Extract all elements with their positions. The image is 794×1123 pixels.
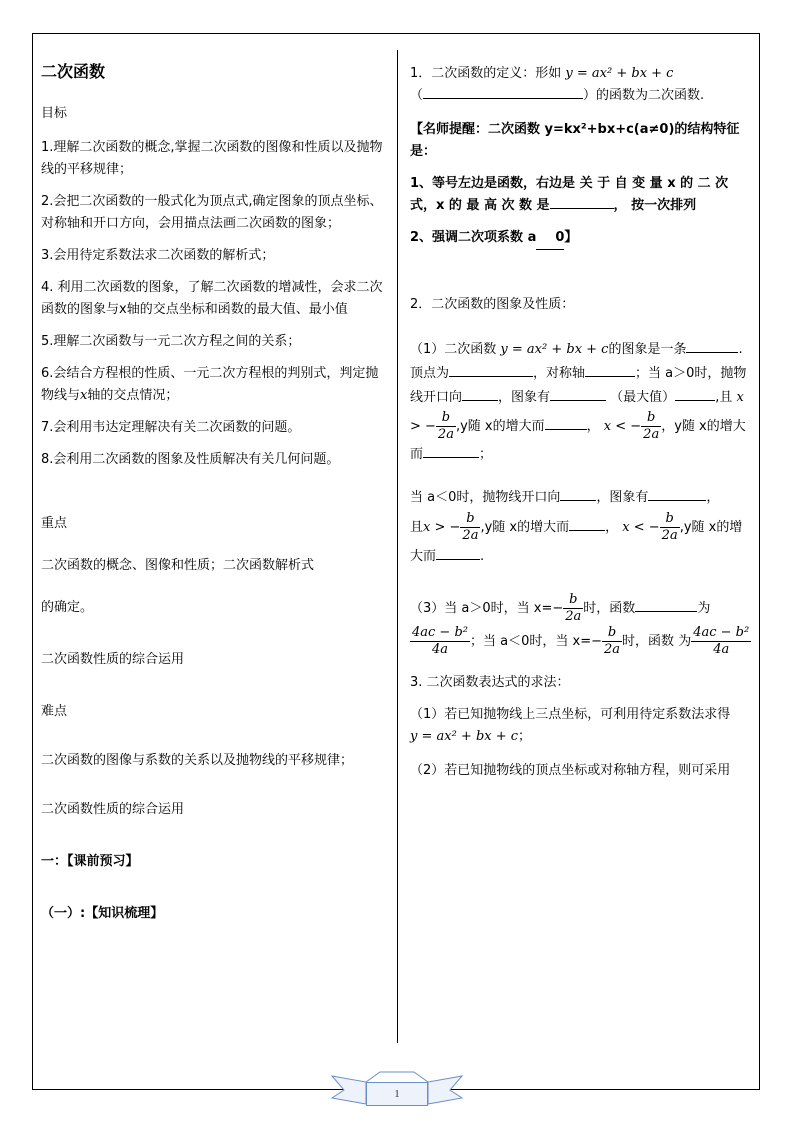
definition: 1．二次函数的定义：形如 y = ax² + bx + c （ ）的函数为二次函数. [410,66,705,103]
goal-2: 2.会把二次函数的一般式化为顶点式,确定图象的顶点坐标、对称轴和开口方向，会用描点法画二次函数的图象； [41,194,383,231]
teacher-tip: 【名师提醒：二次函数 y=kx²+bx+c(a≠0)的结构特征是： [410,122,740,159]
goal-5: 5.理解二次函数与一元二次方程之间的关系； [41,334,301,349]
key-line-1: 二次函数的概念、图像和性质；二次函数解析式 [41,558,315,573]
property-3: （3）当 a＞0时，当 x=− $\frac{b}{2a}$ 时，函数 为 $\frac{\text{4ac − b²}}{4a}$ ；当 a＜0时，当 x=− $\frac{b}{2a}$ 时，函数 为 $\frac{\text{4ac − b²}}{4a}$ [410,592,750,657]
page-number: 1 [366,1082,428,1106]
difficulty-heading: 难点 [41,704,68,719]
key-heading: 重点 [41,516,68,531]
column-divider [397,50,398,1043]
goal-4: 4. 利用二次函数的图象，了解二次函数的增减性，会求二次函数的图象与x轴的交点坐标和函数的最大值、最小值 [41,280,383,317]
key-line-2: 的确定。 [41,600,94,615]
right-column [410,55,755,782]
goal-3: 3.会用待定系数法求二次函数的解析式； [41,248,275,263]
method-1: （1）若已知抛物线上三点坐标，可利用待定系数法求得 y = ax² + bx + c； [410,707,731,744]
page-title: 二次函数 [41,62,106,81]
tip-1: 1、等号左边是函数，右边是 关 于 自 变 量 x 的 二 次 式，x 的 最 高 次 数 是 ， 按一次排列 [410,176,729,213]
key-line-3: 二次函数性质的综合运用 [41,652,185,667]
goal-heading: 目标 [41,106,68,121]
section-knowledge: （一）:【知识梳理】 [41,906,164,921]
goal-1: 1.理解二次函数的概念,掌握二次函数的图像和性质以及抛物线的平移规律； [41,140,383,177]
tip-2: 2、强调二次项系数 a 0】 [410,227,755,250]
goal-8: 8.会利用二次函数的图象及性质解决有关几何问题。 [41,452,340,467]
difficulty-text: 二次函数的图像与系数的关系以及抛物线的平移规律； [41,753,354,768]
page-footer [330,1068,464,1108]
goal-6: 6.会结合方程根的性质、一元二次方程根的判别式，判定抛物线与x轴的交点情况； [41,366,379,403]
goal-7: 7.会利用韦达定理解决有关二次函数的问题。 [41,420,301,435]
method-2: （2）若已知抛物线的顶点坐标或对称轴方程，则可采用 [410,763,731,778]
section-3-heading: 3. 二次函数表达式的求法： [410,675,570,690]
left-column [41,55,386,925]
difficulty-line-2: 二次函数性质的综合运用 [41,802,185,817]
section-preview: 一：【课前预习】 [41,854,139,869]
property-1: （1）二次函数 y = ax² + bx + c的图象是一条 .顶点为 ，对称轴 ；当 a＞0时，抛物线开口向 ，图象有 （最大值） ,且 x > − $\frac{b}{2a}$ ,y随 x的增大而 ， x < − $\frac{b}{2a}$ ，y随 x的增大而 ； [410,342,747,462]
section-2-heading: 2．二次函数的图象及性质： [410,297,575,312]
property-2: 当 a＜0时，抛物线开口向 ，图象有 ， 且x > − $\frac{b}{2a}$ ,y随 x的增大而 ， x < − $\frac{b}{2a}$ ,y随 x的增大而 . [410,490,743,564]
